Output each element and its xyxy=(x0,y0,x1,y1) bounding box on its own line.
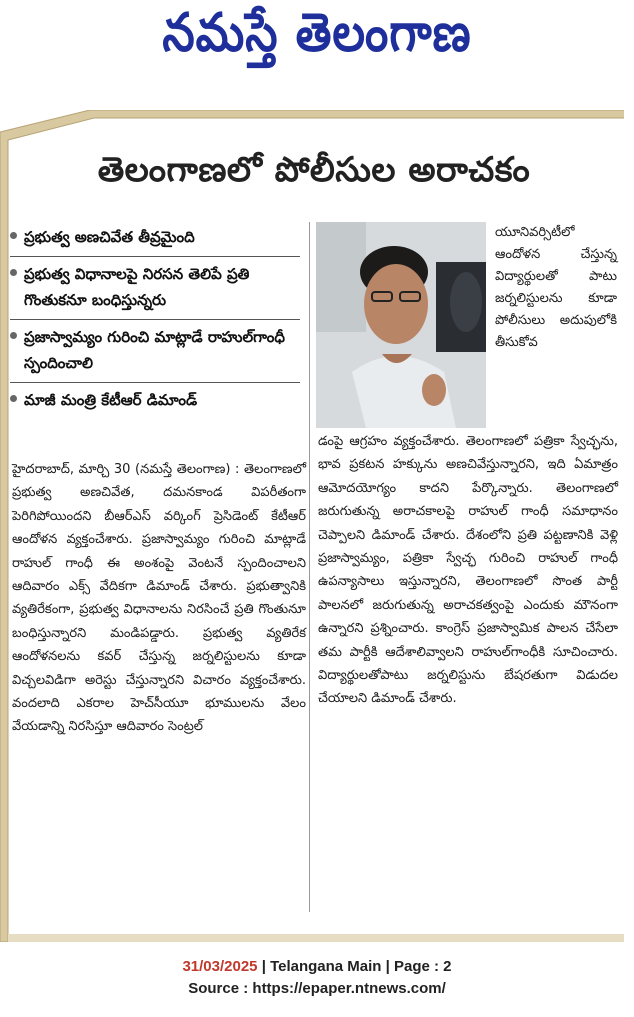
bullet-dot-icon xyxy=(10,232,17,239)
masthead-logo: నమస్తే తెలంగాణ xyxy=(162,1,472,64)
masthead xyxy=(0,0,634,78)
highlight-item: ప్రభుత్వ విధానాలపై నిరసన తెలిపే ప్రతి గొంతుకనూ బంధిస్తున్నరు xyxy=(10,256,300,319)
highlight-item: మాజీ మంత్రి కేటీఆర్ డిమాండ్ xyxy=(10,382,300,419)
footer xyxy=(0,956,634,1000)
article-headline: తెలంగాణలో పోలీసుల అరాచకం xyxy=(97,150,531,190)
highlights-list xyxy=(10,220,300,419)
news-photo xyxy=(316,222,486,428)
edition-line: | Telangana Main | Page : 2 xyxy=(257,958,452,975)
article-body-right: డంపై ఆగ్రహం వ్యక్తంచేశారు. తెలంగాణలో పత్రికా స్వేచ్ఛను, భావ ప్రకటన హక్కును అణచివేస్తున్నారని, ఇది ఏమాత్రం ఆమోదయోగ్యం కాదని పేర్కొన్నారు. తెలంగాణలో జరుగుతున్న అరాచకాలపై రాహుల్ గాంధీ సమాధానం చెప్పాలని డిమాండ్ చేశారు. దేశంలోని ప్రతి పట్టణానికి వెళ్లి ప్రజాస్వామ్యం, పత్రికా స్వేచ్ఛ గురించి రాహుల్ గాంధీ ఉపన్యాసాలు ఇస్తున్నారని, తెలంగాణలో సొంత పార్టీ పాలనలో జరుగుతున్న అరాచకత్వంపై ఎందుకు మౌనంగా ఉన్నారని ప్రశ్నించారు. కాంగ్రెస్ ప్రజాస్వామిక పాలన చేసేలా తమ పార్టీకి ఆదేశాలివ్వాలని రాహుల్‌గాంధీకి సూచించారు. విద్యార్థులతోపాటు జర్నలిస్టును బేషరతుగా విడుదల చేయాలని డిమాండ్ చేశారు. xyxy=(318,434,618,707)
column-divider xyxy=(309,222,310,912)
highlight-item: ప్రజాస్వామ్యం గురించి మాట్లాడే రాహుల్‌గాంధీ స్పందించాలి xyxy=(10,319,300,382)
edition-date: 31/03/2025 xyxy=(182,958,258,975)
photo-side-text: యూనివర్సిటీలో ఆందోళన చేస్తున్న విద్యార్థులతో పాటు జర్నలిస్టులను కూడా పోలీసులు అదుపులోకి తీసుకోవ xyxy=(495,225,617,350)
highlight-item: ప్రభుత్వ అణచివేత తీవ్రమైంది xyxy=(10,220,300,256)
source-line: Source : https://epaper.ntnews.com/ xyxy=(188,980,446,997)
article-body-left: హైదరాబాద్, మార్చి 30 (నమస్తే తెలంగాణ) : తెలంగాణలో ప్రభుత్వ అణచివేత, దమనకాండ విపరీతంగా పెరిగిపోయిందని బీఆర్‌ఎస్ వర్కింగ్ ప్రెసిడెంట్ కేటీఆర్ ఆందోళన వ్యక్తంచేశారు. ప్రజాస్వామ్యం గురించి మాట్లాడే రాహుల్ గాంధీ ఈ అంశంపై వెంటనే స్పందించాలని ఆదివారం ఎక్స్ వేదికగా డిమాండ్ చేశారు. ప్రభుత్వానికి వ్యతిరేకంగా, ప్రభుత్వ విధానాలను నిరసించే ప్రతి గొంతునూ బంధిస్తున్నారని మండిపడ్డారు. ప్రభుత్వ వ్యతిరేక ఆందోళనలను కవర్ చేస్తున్న జర్నలిస్టులను కూడా విచ్చలవిడిగా అరెస్టు చేస్తున్నారని విచారం వ్యక్తంచేశారు. వందలాది ఎకరాల హెచ్‌సీయూ భూములను వేలం వేయడాన్ని నిరసిస్తూ ఆదివారం సెంట్రల్ xyxy=(12,462,306,735)
bullet-dot-icon xyxy=(10,269,17,276)
bullet-dot-icon xyxy=(10,332,17,339)
bullet-dot-icon xyxy=(10,395,17,402)
